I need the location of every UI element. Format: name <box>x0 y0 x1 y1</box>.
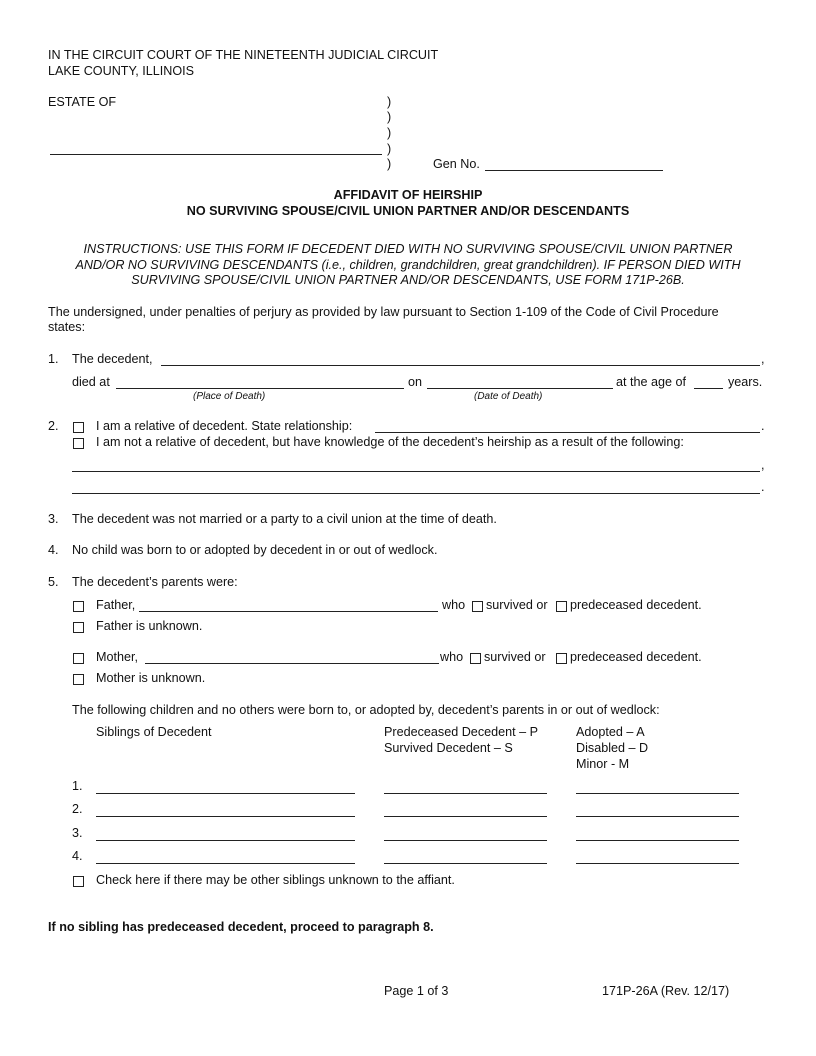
sibling-name-field[interactable] <box>96 816 355 817</box>
comma: , <box>761 458 765 472</box>
gen-no-field[interactable] <box>485 170 663 171</box>
siblings-column-header: Siblings of Decedent <box>96 725 212 739</box>
on-label: on <box>408 375 423 389</box>
date-caption: (Date of Death) <box>474 391 543 402</box>
period: . <box>761 480 765 494</box>
form-id: 171P-26A (Rev. 12/17) <box>602 984 730 998</box>
preamble-line: The undersigned, under penalties of perjury as provided by law pursuant to Section 1-109 of the Code of Civil Procedure <box>48 305 719 319</box>
relationship-field[interactable] <box>375 432 760 433</box>
estate-of-label: ESTATE OF <box>48 95 117 109</box>
instructions-line: AND/OR NO SURVIVING DESCENDANTS (i.e., children, grandchildren, great grandchildren). IF PERSON DIED WITH <box>75 258 741 272</box>
knowledge-field-line2[interactable] <box>72 493 760 494</box>
father-survived-checkbox[interactable] <box>472 601 483 612</box>
item-number: 5. <box>48 575 59 589</box>
mother-unknown-checkbox[interactable] <box>73 674 84 685</box>
survived-or-label: survived or <box>486 598 548 612</box>
decedent-label: The decedent, <box>72 352 153 366</box>
place-caption: (Place of Death) <box>193 391 266 402</box>
code-column-header: Disabled – D <box>576 741 649 755</box>
relative-label: I am a relative of decedent. State relationship: <box>96 419 353 433</box>
mother-survived-checkbox[interactable] <box>470 653 481 664</box>
sibling-row-number: 2. <box>72 802 83 816</box>
predeceased-label: predeceased decedent. <box>570 650 702 664</box>
comma: , <box>761 352 765 366</box>
form-subtitle: NO SURVIVING SPOUSE/CIVIL UNION PARTNER AND/OR DESCENDANTS <box>186 204 630 218</box>
form-title: AFFIDAVIT OF HEIRSHIP <box>333 188 483 202</box>
non-relative-label: I am not a relative of decedent, but have knowledge of the decedent’s heirship as a result of the following: <box>96 435 684 449</box>
instructions-line: SURVIVING SPOUSE/CIVIL UNION PARTNER AND/OR DESCENDANTS, USE FORM 171P-26B. <box>131 273 685 287</box>
code-column-header: Minor - M <box>576 757 630 771</box>
mother-label: Mother, <box>96 650 138 664</box>
father-name-field[interactable] <box>139 611 438 612</box>
status-column-header: Survived Decedent – S <box>384 741 513 755</box>
code-column-header: Adopted – A <box>576 725 645 739</box>
father-label: Father, <box>96 598 136 612</box>
item-number: 3. <box>48 512 59 526</box>
sibling-status-field[interactable] <box>384 840 547 841</box>
who-label: who <box>442 598 466 612</box>
page-number: Page 1 of 3 <box>384 984 449 998</box>
sibling-status-field[interactable] <box>384 816 547 817</box>
item-number: 4. <box>48 543 59 557</box>
sibling-row-number: 3. <box>72 826 83 840</box>
place-of-death-field[interactable] <box>116 388 404 389</box>
no-child-statement: No child was born to or adopted by decedent in or out of wedlock. <box>72 543 438 557</box>
caption-paren: ) <box>387 126 392 140</box>
court-county: LAKE COUNTY, ILLINOIS <box>48 64 195 78</box>
mother-predeceased-checkbox[interactable] <box>556 653 567 664</box>
who-label: who <box>440 650 464 664</box>
item-number: 1. <box>48 352 59 366</box>
sibling-row-number: 1. <box>72 779 83 793</box>
predeceased-label: predeceased decedent. <box>570 598 702 612</box>
sibling-status-field[interactable] <box>384 793 547 794</box>
survived-or-label: survived or <box>484 650 546 664</box>
age-field[interactable] <box>694 388 723 389</box>
preamble-line: states: <box>48 320 86 334</box>
proceed-instruction: If no sibling has predeceased decedent, proceed to paragraph 8. <box>48 920 434 934</box>
item-number: 2. <box>48 419 59 433</box>
caption-paren: ) <box>387 157 392 171</box>
years-label: years. <box>728 375 763 389</box>
caption-paren: ) <box>387 110 392 124</box>
period: . <box>761 419 765 433</box>
died-at-label: died at <box>72 375 110 389</box>
sibling-name-field[interactable] <box>96 793 355 794</box>
other-siblings-checkbox[interactable] <box>73 876 84 887</box>
age-label: at the age of <box>616 375 687 389</box>
sibling-row-number: 4. <box>72 849 83 863</box>
mother-unknown-label: Mother is unknown. <box>96 671 206 685</box>
gen-no-label: Gen No. <box>433 157 480 171</box>
court-name: IN THE CIRCUIT COURT OF THE NINETEENTH JUDICIAL CIRCUIT <box>48 48 439 62</box>
instructions-line: INSTRUCTIONS: USE THIS FORM IF DECEDENT DIED WITH NO SURVIVING SPOUSE/CIVIL UNION PARTNER <box>83 242 733 256</box>
not-married-statement: The decedent was not married or a party to a civil union at the time of death. <box>72 512 497 526</box>
sibling-code-field[interactable] <box>576 816 739 817</box>
sibling-name-field[interactable] <box>96 863 355 864</box>
relative-checkbox[interactable] <box>73 422 84 433</box>
date-of-death-field[interactable] <box>427 388 613 389</box>
knowledge-field-line1[interactable] <box>72 471 760 472</box>
status-column-header: Predeceased Decedent – P <box>384 725 539 739</box>
father-predeceased-checkbox[interactable] <box>556 601 567 612</box>
mother-checkbox[interactable] <box>73 653 84 664</box>
decedent-name-field[interactable] <box>161 365 760 366</box>
father-unknown-label: Father is unknown. <box>96 619 203 633</box>
father-unknown-checkbox[interactable] <box>73 622 84 633</box>
sibling-name-field[interactable] <box>96 840 355 841</box>
non-relative-checkbox[interactable] <box>73 438 84 449</box>
caption-paren: ) <box>387 95 392 109</box>
other-siblings-label: Check here if there may be other siblings unknown to the affiant. <box>96 873 455 887</box>
sibling-status-field[interactable] <box>384 863 547 864</box>
sibling-code-field[interactable] <box>576 840 739 841</box>
caption-paren: ) <box>387 142 392 156</box>
sibling-code-field[interactable] <box>576 793 739 794</box>
parents-heading: The decedent’s parents were: <box>72 575 238 589</box>
estate-name-field[interactable] <box>50 154 382 155</box>
mother-name-field[interactable] <box>145 663 439 664</box>
father-checkbox[interactable] <box>73 601 84 612</box>
sibling-code-field[interactable] <box>576 863 739 864</box>
siblings-intro: The following children and no others were born to, or adopted by, decedent’s parents in or out of wedlock: <box>72 703 660 717</box>
